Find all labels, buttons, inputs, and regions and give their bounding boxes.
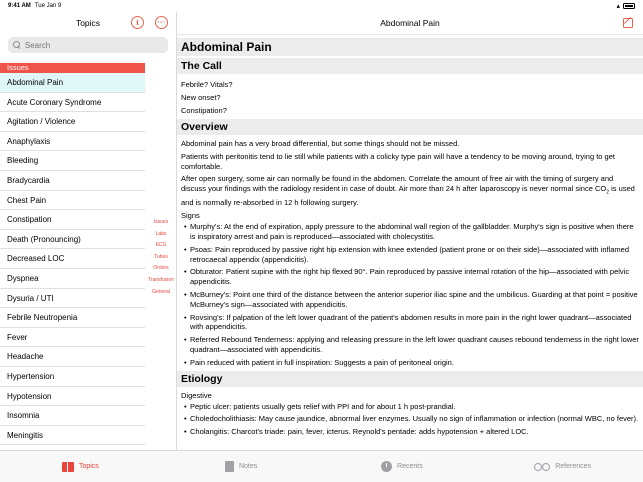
status-bar [0,0,643,12]
list-item[interactable]: Bleeding [0,151,145,171]
paragraph: Patients with peritonitis tend to lie still while patients with a colicky type pain will have a tendency to be moving around, trying to get comfortable. [181,151,615,171]
index-item-tubes[interactable]: Tubes [154,253,168,260]
list-item: • Rovsing's: If palpation of the left lower quadrant of the patient's abdomen results in more pain in the right lower quadrant—associated with appendicitis. [184,313,639,333]
detail-header [177,12,643,35]
status-time: 9:41 AM [8,3,31,9]
detail-title: Abdominal Pain [380,18,440,28]
list-item: • Murphy's: At the end of expiration, apply pressure to the abdominal wall region of the gallbladder. Murphy's sign is positive when there is inspiratory arrest and pain is reproduced—associated with cholecystitis. [184,222,639,242]
tab-label: Topics [78,463,99,470]
list-item: • Pain reduced with patient in full inspiration: Suggests a pain of peritoneal origin. [184,358,639,368]
list-item[interactable]: Febrile Neutropenia [0,308,145,328]
notes-icon [225,461,234,472]
call-line: Febrile? Vitals? [181,80,233,89]
list-item: • Cholangitis: Charcot's triade: pain, fever, icterus. Reynold's pentade: adds hypotension + altered LOC. [184,427,639,437]
etiology-list [184,402,639,437]
list-item[interactable]: Dyspnea [0,269,145,289]
paragraph: After open surgery, some air can normally be found in the abdomen. Correlate the amount of free air with the timing of surgery and discuss your findings with the radiology resident in case of doubt. Air more than 24 h after laparoscopy is never normal since $CO_2$ is used and is normally re-absorbed in 12 h following surgery. [181,174,635,208]
tab-bar [0,450,643,482]
tab-label: Notes [238,463,258,470]
section-heading-overview: Overview [177,119,643,135]
list-item: • Peptic ulcer: patients usually gets relief with PPI and for about 1 h post-prandial. [184,402,639,412]
section-index [147,217,175,298]
signs-list [184,222,639,367]
tab-label: References [555,463,592,470]
list-item[interactable]: Hypertension [0,367,145,387]
call-line: New onset? [181,93,221,102]
status-date: Tue Jan 9 [34,3,62,9]
list-item[interactable]: Chest Pain [0,191,145,211]
call-line: Constipation? [181,106,227,115]
list-item[interactable]: Meningitis [0,426,145,446]
tab-notes[interactable] [161,451,322,482]
article [177,35,643,437]
detail-pane [177,12,643,450]
book-icon [62,462,74,472]
sidebar-header [0,12,176,34]
clock-icon [381,461,392,472]
list-item[interactable]: Agitation / Violence [0,112,145,132]
index-item-general[interactable]: General [152,288,170,295]
list-item[interactable]: Anaphylaxis [0,132,145,152]
section-heading-etiology: Etiology [177,371,643,387]
index-item-labs[interactable]: Labs [155,230,167,237]
sidebar-title: Topics [75,18,101,28]
list-item[interactable]: Hypotension [0,387,145,407]
sidebar [0,12,177,450]
list-item[interactable]: Insomnia [0,406,145,426]
topic-list [0,73,145,445]
search-input[interactable] [25,41,163,50]
more-button[interactable]: ··· [155,16,168,29]
section-header-issues: Issues [0,63,145,73]
list-item[interactable]: Abdominal Pain [0,73,145,93]
list-item[interactable]: Constipation [0,210,145,230]
search-icon [13,41,21,49]
list-item[interactable]: Decreased LOC [0,249,145,269]
signs-label: Signs [181,211,200,221]
list-item[interactable]: Headache [0,347,145,367]
wifi-icon: ▴ [616,3,620,10]
paragraph: Abdominal pain has a very broad differential, but some things should not be missed. [181,139,460,148]
index-item-orders[interactable]: Orders [153,265,169,272]
index-item-ecg[interactable]: ECG [155,242,167,249]
search-field[interactable] [8,37,168,53]
list-item[interactable]: Fever [0,328,145,348]
info-button[interactable]: i [131,16,144,29]
tab-label: Recents [397,463,423,470]
list-item: • Referred Rebound Tenderness: applying and releasing pressure in the left lower quadrant causes rebound tenderness in the right lower quadrant—associated with appendicitis. [184,335,639,355]
list-item: • Psoas: Pain reproduced by passive right hip extension with knee extended (patient prone or on their side)—associated with inflamed retrocaecal appendix (appendicitis). [184,245,639,265]
compose-icon[interactable] [623,18,633,28]
list-item: • Choledocholithiasis: May cause jaundice, abnormal liver enzymes. Usually no sign of inflammation or infection (normal WBC, no fever). [184,414,639,424]
list-item: • McBurney's: Point one third of the distance between the anterior superior iliac spine and the umbilicus. Guarding at that point = positive McBurney's sign—associated with appendicitis. [184,290,639,310]
list-item: • Obturator: Patient supine with the right hip flexed 90°. Pain reproduced by passive internal rotation of the hip—associated with pelvic appendicitis. [184,267,639,287]
etiology-subheading: Digestive [181,390,212,400]
call-questions [181,78,639,117]
tab-references[interactable] [482,451,643,482]
index-item-transfusion[interactable]: Transfusion [148,276,174,283]
battery-icon [623,3,635,9]
tab-topics[interactable] [0,451,161,482]
search-bar [0,34,176,57]
section-heading-call: The Call [177,58,643,74]
index-item-issues[interactable]: Issues [153,219,169,225]
list-item[interactable]: Dysuria / UTI [0,289,145,309]
list-item[interactable]: Death (Pronouncing) [0,230,145,250]
article-title: Abdominal Pain [177,38,643,56]
list-item[interactable]: Acute Coronary Syndrome [0,93,145,113]
glasses-icon [534,463,550,471]
tab-recents[interactable] [322,451,483,482]
list-item[interactable]: Bradycardia [0,171,145,191]
